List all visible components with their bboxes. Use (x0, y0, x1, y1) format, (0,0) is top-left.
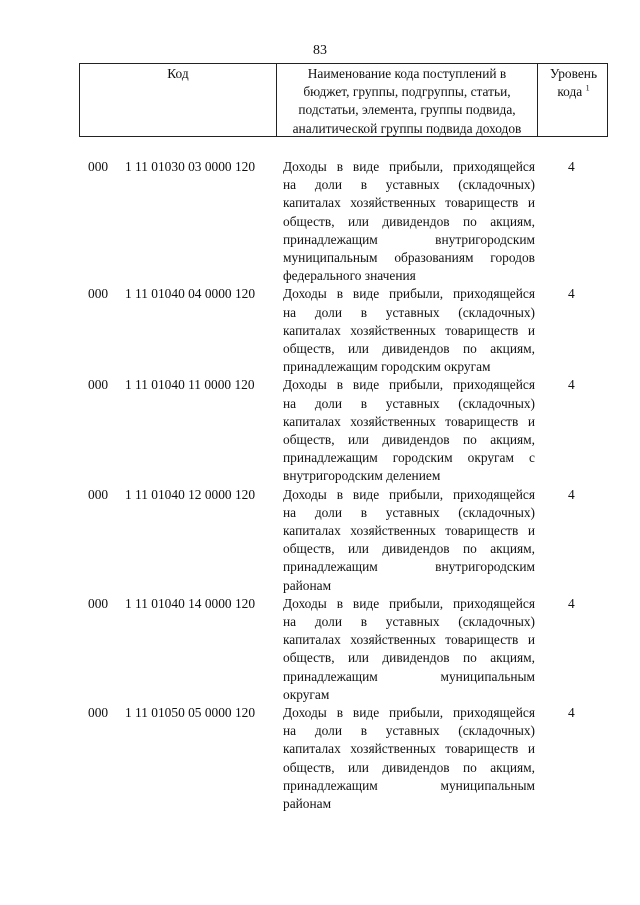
row-name-line: Доходы в виде прибыли, приходящейся (283, 705, 535, 720)
row-name (283, 486, 535, 595)
row-name-line: обществ, или дивидендов по акциям, (283, 759, 535, 775)
header-level-word: кода (557, 84, 583, 100)
row-name-line: обществ, или дивидендов по акциям, (283, 650, 535, 666)
row-name-line: обществ, или дивидендов по акциям, (283, 341, 535, 356)
row-name-line: принадлежащим внутригородским (283, 559, 535, 575)
row-name-line: принадлежащим муниципальным (283, 777, 535, 793)
header-level-line (538, 83, 609, 101)
row-name-line: капиталах хозяйственных товариществ и (283, 195, 535, 211)
row-name-line: Доходы в виде прибыли, приходящейся (283, 377, 535, 393)
row-name-line: на доли в уставных (складочных) (283, 504, 535, 520)
row-name (283, 285, 535, 376)
row-code: 1 11 01040 14 0000 120 (125, 595, 256, 611)
row-name-line: районам (283, 577, 332, 593)
row-name-line: обществ, или дивидендов по акциям, (283, 432, 535, 447)
row-code-prefix: 000 (88, 286, 109, 302)
row-code-prefix: 000 (88, 377, 109, 393)
row-name-line: на доли в уставных (складочных) (283, 177, 535, 193)
row-name-line: на доли в уставных (складочных) (283, 614, 535, 629)
header-name (276, 64, 537, 136)
row-code: 1 11 01040 11 0000 120 (125, 377, 255, 393)
row-code-prefix: 000 (88, 705, 109, 720)
row-name-line: обществ, или дивидендов по акциям, (283, 213, 535, 229)
header-level (537, 64, 609, 136)
row-code-prefix: 000 (88, 595, 109, 611)
header-name-line: аналитической группы подвида доходов (292, 120, 522, 136)
row-level: 4 (568, 159, 575, 174)
row-name-line: округам (283, 686, 330, 702)
row-name-line: Доходы в виде прибыли, приходящейся (283, 159, 535, 174)
row-name-line: внутригородским делением (283, 468, 441, 484)
row-code: 1 11 01040 04 0000 120 (125, 286, 256, 302)
row-level: 4 (568, 377, 575, 393)
row-code: 1 11 01030 03 0000 120 (125, 159, 256, 174)
row-level: 4 (568, 705, 575, 720)
row-name (283, 158, 535, 285)
header-name-line: бюджет, группы, подгруппы, статьи, (303, 84, 511, 100)
row-code: 1 11 01040 12 0000 120 (125, 486, 256, 502)
row-name-line: принадлежащим муниципальным (283, 668, 535, 684)
row-name-line: муниципальным образованиям городов (283, 250, 535, 266)
row-name (283, 376, 535, 485)
row-code-prefix: 000 (88, 159, 109, 174)
row-name-line: капиталах хозяйственных товариществ и (283, 523, 535, 538)
row-name-line: Доходы в виде прибыли, приходящейся (283, 286, 535, 302)
table-header (79, 63, 608, 137)
row-name-line: Доходы в виде прибыли, приходящейся (283, 595, 535, 611)
header-code-label: Код (167, 66, 189, 81)
row-name-line: на доли в уставных (складочных) (283, 723, 535, 739)
row-code-prefix: 000 (88, 486, 109, 502)
row-level: 4 (568, 595, 575, 611)
row-name-line: на доли в уставных (складочных) (283, 304, 535, 320)
page-number: 83 (313, 43, 327, 58)
row-level: 4 (568, 286, 575, 302)
row-name-line: районам (283, 796, 332, 812)
header-name-line: подстатьи, элемента, группы подвида, (298, 102, 516, 118)
row-name-line: принадлежащим городским округам (283, 359, 491, 375)
header-code (80, 64, 276, 136)
row-name (283, 595, 535, 704)
row-name-line: капиталах хозяйственных товариществ и (283, 632, 535, 648)
row-name-line: на доли в уставных (складочных) (283, 395, 535, 411)
row-name-line: обществ, или дивидендов по акциям, (283, 541, 535, 557)
row-name-line: Доходы в виде прибыли, приходящейся (283, 486, 535, 502)
row-name (283, 704, 535, 813)
row-name-line: капиталах хозяйственных товариществ и (283, 413, 535, 429)
row-name-line: федерального значения (283, 268, 416, 284)
row-name-line: капиталах хозяйственных товариществ и (283, 741, 535, 757)
footnote-marker: 1 (585, 83, 590, 93)
header-level-line: Уровень (549, 66, 598, 81)
row-name-line: капиталах хозяйственных товариществ и (283, 322, 535, 338)
row-code: 1 11 01050 05 0000 120 (125, 705, 256, 720)
row-name-line: принадлежащим городским округам с (283, 450, 535, 466)
header-name-line: Наименование кода поступлений в (307, 66, 507, 81)
row-level: 4 (568, 486, 575, 502)
row-name-line: принадлежащим внутригородским (283, 231, 535, 247)
